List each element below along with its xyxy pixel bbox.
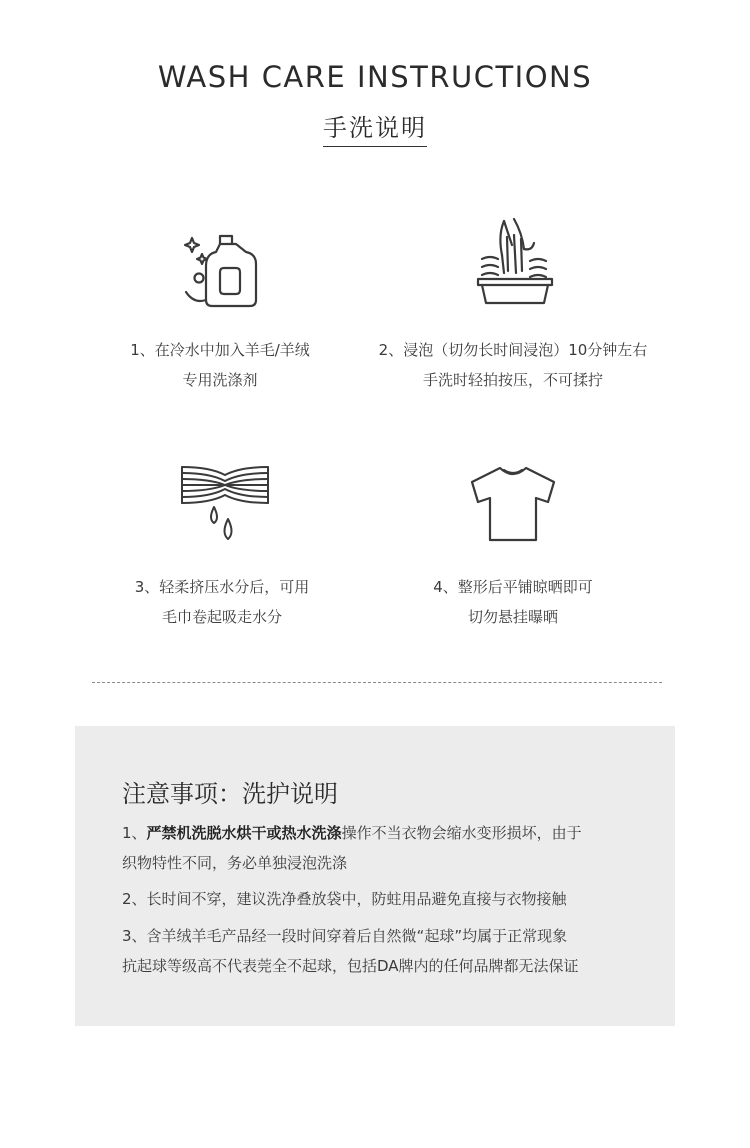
note-1-line-2: 织物特性不同，务必单独浸泡洗涤 — [122, 854, 348, 872]
note-item-2 — [122, 884, 567, 914]
step-1-caption — [120, 335, 320, 395]
step-1-line-2: 专用洗涤剂 — [182, 371, 258, 389]
note-2-text: 2、长时间不穿，建议洗净叠放袋中，防蛀用品避免直接与衣物接触 — [122, 890, 567, 908]
detergent-bottle-icon — [180, 228, 262, 310]
note-3-line-2: 抗起球等级高不代表莞全不起球，包括DA牌内的任何品牌都无法保证 — [122, 957, 579, 975]
notes-title: 注意事项：洗护说明 — [122, 780, 338, 808]
step-4-caption — [413, 572, 613, 632]
step-1-line-1: 1、在冷水中加入羊毛/羊绒 — [130, 341, 310, 359]
hand-soak-basin-icon — [474, 215, 556, 311]
step-4-line-1: 4、整形后平铺晾晒即可 — [433, 578, 593, 596]
note-3-line-1: 3、含羊绒羊毛产品经一段时间穿着后自然微“起球”均属于正常现象 — [122, 927, 568, 945]
step-3-caption — [122, 572, 322, 632]
note-item-1 — [122, 818, 582, 878]
page-title-zh: 手洗说明 — [323, 114, 427, 142]
step-3-line-2: 毛巾卷起吸走水分 — [161, 608, 282, 626]
wring-drip-icon — [180, 463, 270, 549]
note-item-3 — [122, 921, 579, 981]
tshirt-flat-dry-icon — [468, 464, 558, 544]
step-2-line-1: 2、浸泡（切勿长时间浸泡）10分钟左右 — [378, 341, 648, 359]
note-1-rest: 操作不当衣物会缩水变形损坏，由于 — [341, 824, 582, 842]
page-title-en: WASH CARE INSTRUCTIONS — [157, 60, 593, 94]
step-4-line-2: 切勿悬挂曝晒 — [467, 608, 558, 626]
step-2-line-2: 手洗时轻拍按压，不可揉拧 — [422, 371, 603, 389]
note-1-warning: 严禁机洗脱水烘干或热水洗涤 — [146, 824, 342, 842]
title-underline — [323, 146, 427, 147]
note-1-prefix: 1、 — [122, 824, 147, 842]
notes-panel — [75, 726, 675, 1026]
section-divider — [92, 682, 662, 683]
step-3-line-1: 3、轻柔挤压水分后，可用 — [134, 578, 310, 596]
step-2-caption — [363, 335, 663, 395]
